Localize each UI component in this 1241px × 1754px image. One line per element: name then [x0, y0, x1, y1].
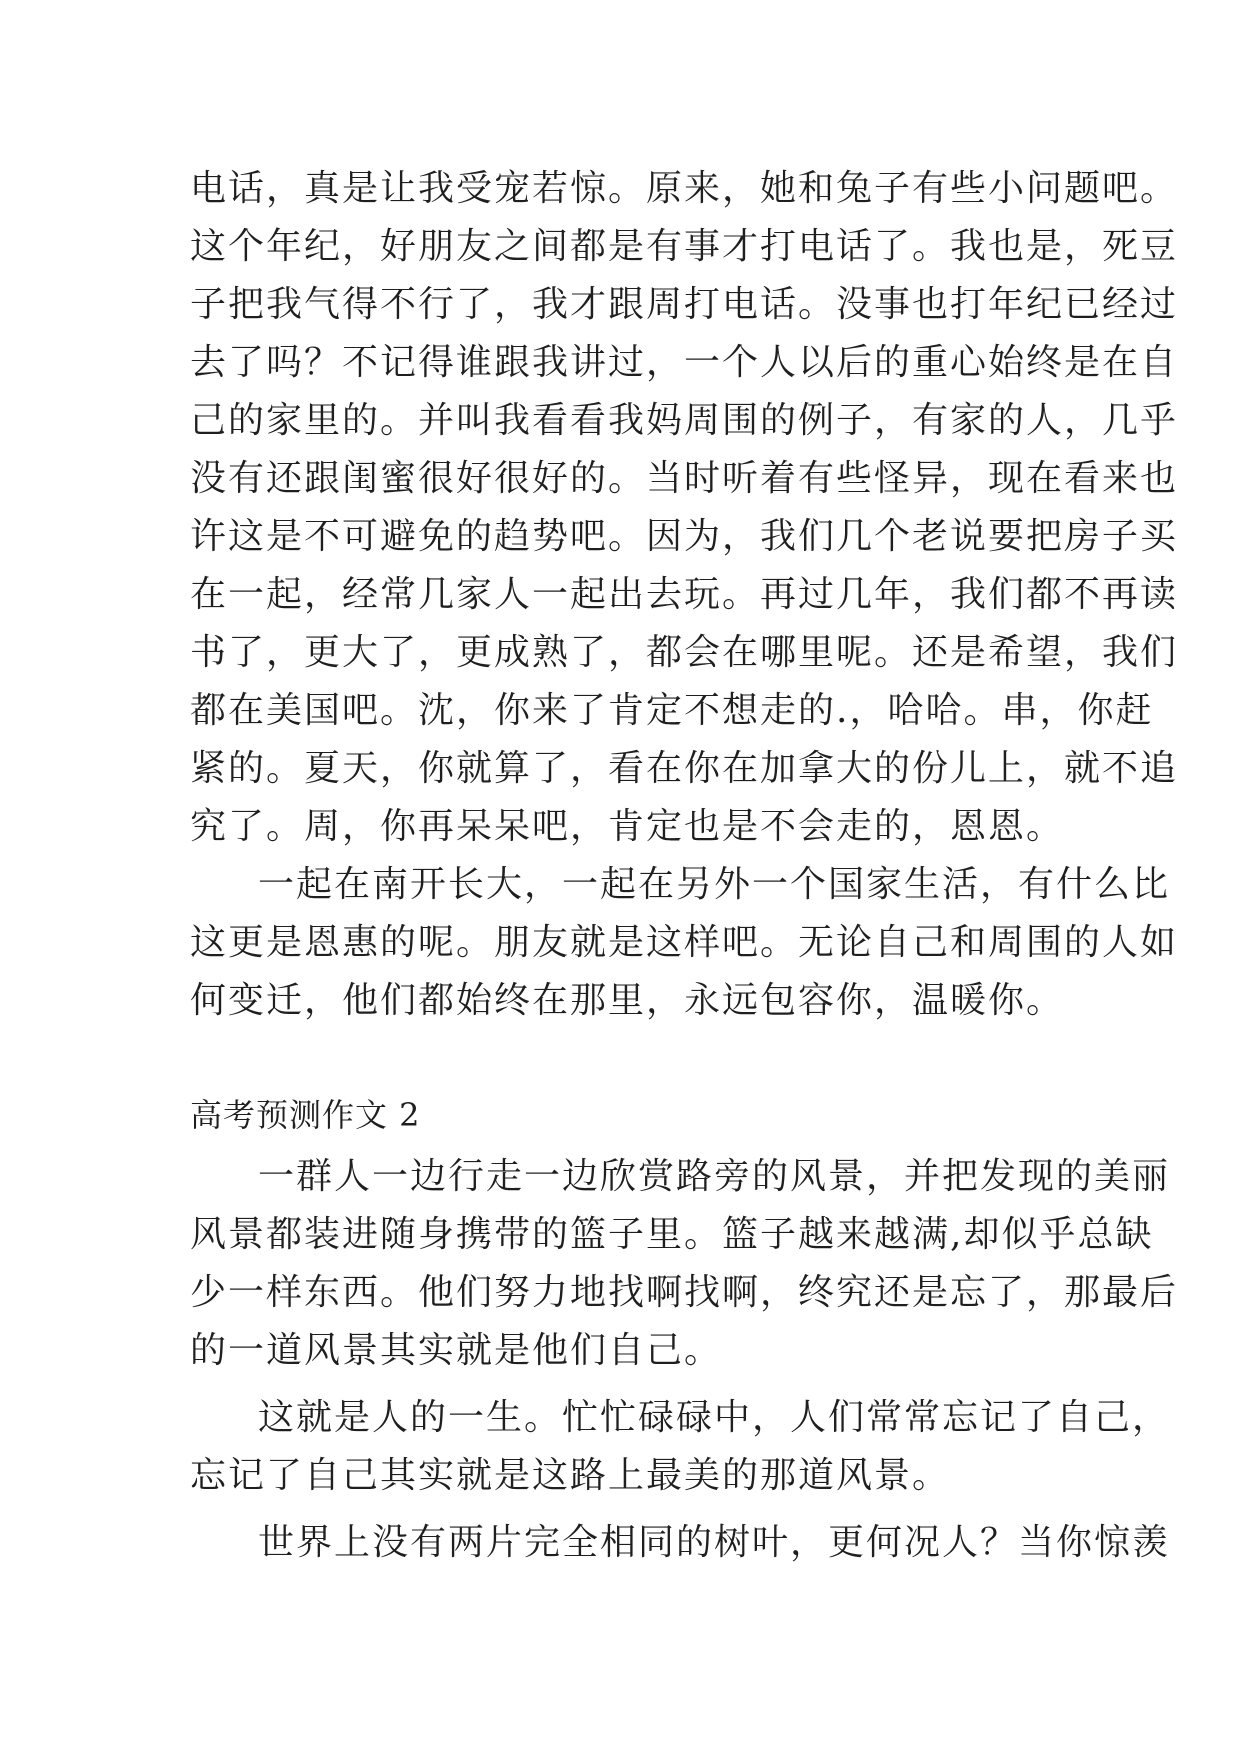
text-line: 何变迁，他们都始终在那里，永远包容你，温暖你。 — [190, 980, 1065, 1021]
text-line: 己的家里的。并叫我看看我妈周围的例子，有家的人，几乎 — [190, 400, 1179, 441]
text-line: 一群人一边行走一边欣赏路旁的风景，并把发现的美丽 — [258, 1156, 1171, 1197]
text-line: 紧的。夏天，你就算了，看在你在加拿大的份儿上，就不追 — [190, 748, 1179, 789]
section-title: 高考预测作文 2 — [190, 1096, 421, 1134]
text-line: 究了。周，你再呆呆吧，肯定也是不会走的，恩恩。 — [190, 806, 1065, 847]
text-line: 这更是恩惠的呢。朋友就是这样吧。无论自己和周围的人如 — [190, 922, 1179, 963]
text-line: 都在美国吧。沈，你来了肯定不想走的.，哈哈。串，你赶 — [190, 690, 1154, 731]
text-line: 没有还跟闺蜜很好很好的。当时听着有些怪异，现在看来也 — [190, 458, 1179, 499]
text-line: 这就是人的一生。忙忙碌碌中，人们常常忘记了自己， — [258, 1397, 1171, 1438]
text-line: 去了吗？不记得谁跟我讲过，一个人以后的重心始终是在自 — [190, 342, 1179, 383]
text-line: 世界上没有两片完全相同的树叶，更何况人？当你惊羡 — [258, 1522, 1171, 1563]
text-line: 忘记了自己其实就是这路上最美的那道风景。 — [190, 1455, 951, 1496]
text-line: 一起在南开长大，一起在另外一个国家生活，有什么比 — [258, 864, 1171, 905]
text-line: 许这是不可避免的趋势吧。因为，我们几个老说要把房子买 — [190, 516, 1179, 557]
text-line: 的一道风景其实就是他们自己。 — [190, 1330, 723, 1371]
text-line: 书了，更大了，更成熟了，都会在哪里呢。还是希望，我们 — [190, 632, 1179, 673]
text-line: 在一起，经常几家人一起出去玩。再过几年，我们都不再读 — [190, 574, 1179, 615]
text-line: 风景都装进随身携带的篮子里。篮子越来越满,却似乎总缺 — [190, 1214, 1154, 1255]
text-line: 少一样东西。他们努力地找啊找啊，终究还是忘了，那最后 — [190, 1272, 1179, 1313]
text-line: 这个年纪，好朋友之间都是有事才打电话了。我也是，死豆 — [190, 226, 1179, 267]
text-line: 子把我气得不行了，我才跟周打电话。没事也打年纪已经过 — [190, 284, 1179, 325]
text-line: 电话，真是让我受宠若惊。原来，她和兔子有些小问题吧。 — [190, 168, 1179, 209]
